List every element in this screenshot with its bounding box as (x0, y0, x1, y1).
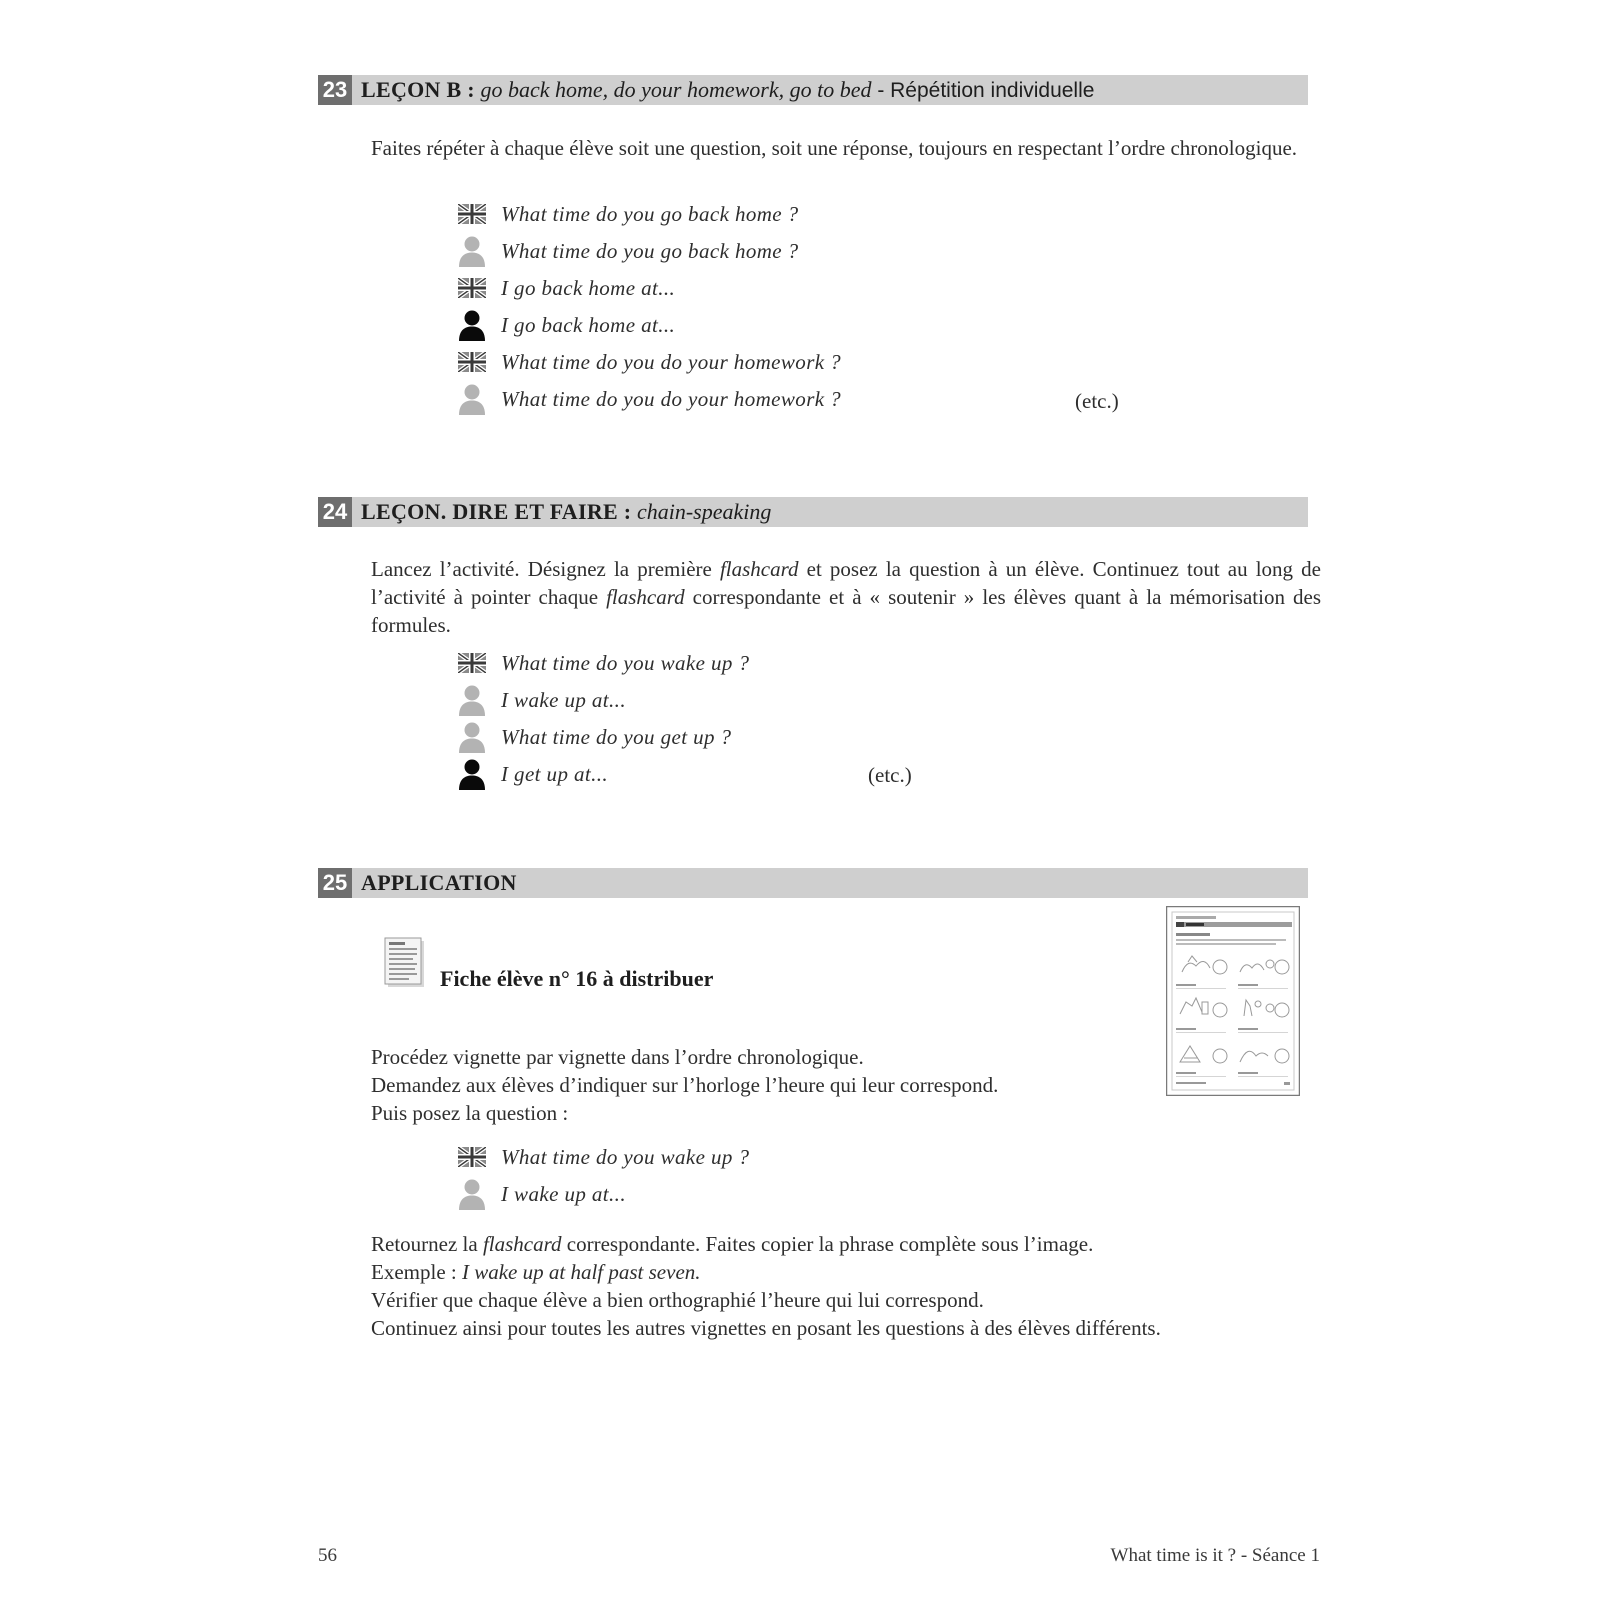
dialogue-line: What time do you go back home ? (455, 196, 799, 232)
gray-person-icon (455, 720, 489, 754)
worksheet-icon (384, 937, 426, 989)
running-title: What time is it ? - Séance 1 (1110, 1545, 1320, 1566)
dialogue-line: I go back home at... (455, 307, 675, 343)
etc-label: (etc.) (868, 763, 912, 787)
dialogue-line: What time do you get up ? (455, 719, 731, 755)
section-24-header (318, 497, 1308, 527)
section-title: LEÇON B : go back home, do your homework, go to bed - Répétition individuelle (361, 77, 1095, 102)
dialogue-line: What time do you do your homework ? (455, 344, 841, 380)
section-24-instructions: Lancez l’activité. Désignez la première flashcard et posez la question à un élève. Continuez tout au long de l’activité à pointer chaque flashcard correspondante et à « soutenir » les élèves quant à la mémorisation des formules. (371, 557, 1321, 637)
page-number: 56 (318, 1545, 337, 1566)
dialogue-line: What time do you do your homework ? (455, 381, 841, 417)
dialogue-line: What time do you go back home ? (455, 233, 799, 269)
section-title: LEÇON. DIRE ET FAIRE : chain-speaking (361, 499, 772, 524)
uk-flag-icon (455, 345, 489, 379)
section-number: 24 (318, 497, 352, 527)
dialogue-line: I wake up at... (455, 1176, 626, 1212)
section-25-instructions: Procédez vignette par vignette dans l’ordre chronologique. Demandez aux élèves d’indiquer sur l’horloge l’heure qui leur correspond. Puis posez la question : (371, 1045, 999, 1125)
fiche-label: Fiche élève n° 16 à distribuer (440, 966, 714, 991)
gray-person-icon (455, 382, 489, 416)
uk-flag-icon (455, 271, 489, 305)
black-person-icon (455, 308, 489, 342)
dialogue-line: I get up at... (455, 756, 608, 792)
worksheet-thumbnail (1166, 906, 1300, 1096)
uk-flag-icon (455, 1140, 489, 1174)
section-23-header (318, 75, 1308, 105)
gray-person-icon (455, 683, 489, 717)
section-25-header (318, 868, 1308, 898)
dialogue-line: I go back home at... (455, 270, 675, 306)
etc-label: (etc.) (1075, 389, 1119, 413)
section-title: APPLICATION (361, 870, 517, 895)
section-number: 23 (318, 75, 352, 105)
section-25-follow-up: Retournez la flashcard correspondante. Faites copier la phrase complète sous l’image. Exemple : I wake up at half past seven. Vérifier que chaque élève a bien orthographié l’heure qui lui correspond. Continuez ainsi pour toutes les autres vignettes en posant les questions à des élèves différents. (371, 1232, 1161, 1340)
dialogue-line: I wake up at... (455, 682, 626, 718)
gray-person-icon (455, 234, 489, 268)
black-person-icon (455, 757, 489, 791)
gray-person-icon (455, 1177, 489, 1211)
dialogue-line: What time do you wake up ? (455, 1139, 749, 1175)
section-number: 25 (318, 868, 352, 898)
dialogue-line: What time do you wake up ? (455, 645, 749, 681)
uk-flag-icon (455, 646, 489, 680)
section-23-instructions: Faites répéter à chaque élève soit une question, soit une réponse, toujours en respectant l’ordre chronologique. (371, 136, 1298, 160)
uk-flag-icon (455, 197, 489, 231)
